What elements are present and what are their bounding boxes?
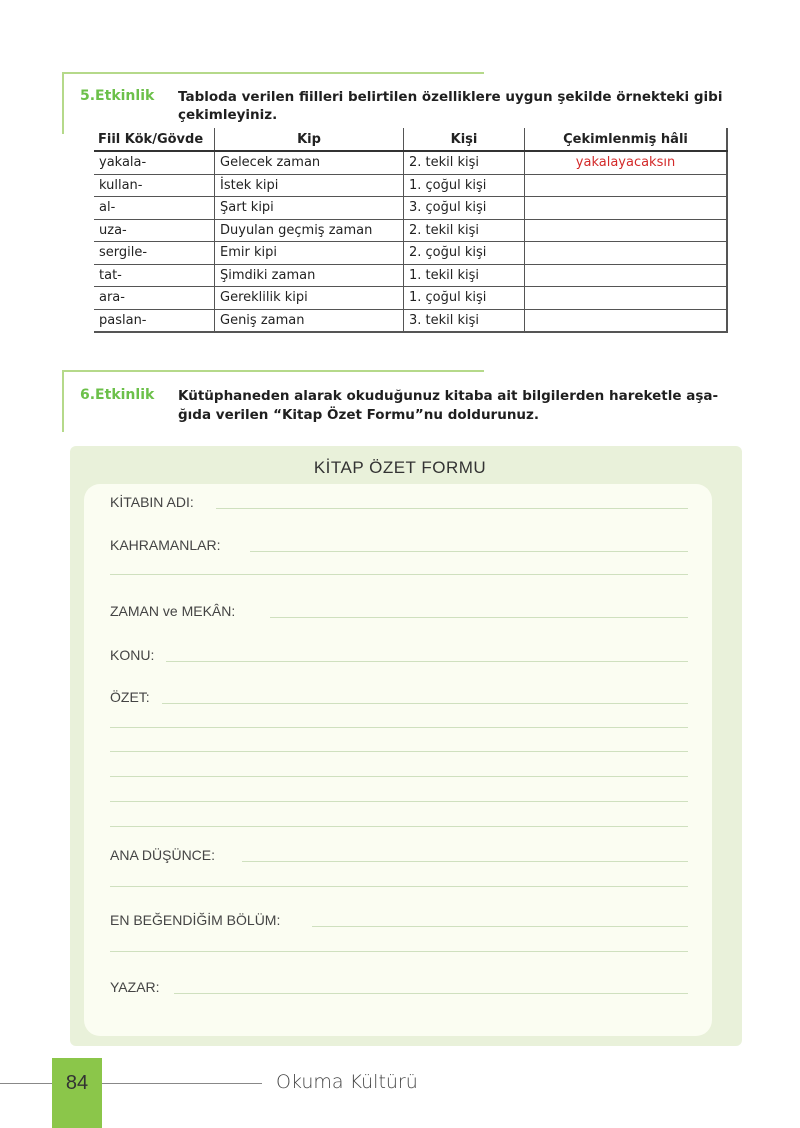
cell-root: paslan- [94,309,215,332]
activity5-instruction: Tabloda verilen fiilleri belirtilen özelliklere uygun şekilde örnekteki gibi çekimleyiniz. [178,89,723,123]
main-idea-label: ANA DÜŞÜNCE: [110,847,216,863]
favorite-part-line-2[interactable] [110,951,688,952]
header-mood: Kip [215,128,404,151]
cell-conjugated-answer[interactable] [525,264,728,287]
header-person: Kişi [404,128,525,151]
cell-root: ara- [94,287,215,310]
summary-line-1[interactable] [162,703,688,704]
table-row [94,309,727,332]
header-conjugated: Çekimlenmiş hâli [525,128,728,151]
cell-mood: Geniş zaman [215,309,404,332]
time-place-line[interactable] [270,617,688,618]
cell-person: 2. çoğul kişi [404,242,525,265]
cell-mood: Şart kipi [215,197,404,220]
table-row [94,287,727,310]
table-row [94,242,727,265]
cell-mood: Şimdiki zaman [215,264,404,287]
cell-conjugated-answer[interactable] [525,197,728,220]
cell-root: yakala- [94,151,215,174]
characters-line-2[interactable] [110,574,688,575]
table-row [94,174,727,197]
cell-mood: Gereklilik kipi [215,287,404,310]
form-panel [84,484,712,1036]
activity6-label: 6.Etkinlik [80,387,155,403]
table-row [94,197,727,220]
book-name-line[interactable] [216,508,688,509]
summary-line-6[interactable] [110,826,688,827]
summary-label: ÖZET: [110,689,150,705]
header-root: Fiil Kök/Gövde [94,128,215,151]
cell-conjugated-answer[interactable] [525,242,728,265]
cell-conjugated-answer[interactable] [525,309,728,332]
table-row [94,264,727,287]
table-header-row [94,128,727,151]
footer-line-left [0,1083,52,1084]
time-place-label: ZAMAN ve MEKÂN: [110,603,236,619]
cell-person: 1. tekil kişi [404,264,525,287]
cell-root: tat- [94,264,215,287]
table-row [94,151,727,174]
page-number: 84 [65,1072,89,1094]
form-title: KİTAP ÖZET FORMU [313,458,487,477]
cell-mood: İstek kipi [215,174,404,197]
summary-line-4[interactable] [110,776,688,777]
characters-label: KAHRAMANLAR: [110,537,221,553]
cell-conjugated-example: yakalayacaksın [525,151,728,174]
favorite-part-line[interactable] [312,926,688,927]
topic-line[interactable] [166,661,688,662]
main-idea-line[interactable] [242,861,688,862]
cell-mood: Emir kipi [215,242,404,265]
characters-line[interactable] [250,551,688,552]
cell-root: sergile- [94,242,215,265]
summary-line-5[interactable] [110,801,688,802]
verb-table [94,128,728,333]
cell-person: 2. tekil kişi [404,151,525,174]
table-row [94,219,727,242]
cell-conjugated-answer[interactable] [525,174,728,197]
topic-label: KONU: [110,647,155,663]
cell-person: 3. çoğul kişi [404,197,525,220]
cell-person: 3. tekil kişi [404,309,525,332]
author-line[interactable] [174,993,688,994]
favorite-part-label: EN BEĞENDİĞİM BÖLÜM: [110,912,281,928]
author-label: YAZAR: [110,979,160,995]
summary-line-2[interactable] [110,727,688,728]
cell-root: uza- [94,219,215,242]
footer-line-right [102,1083,262,1084]
cell-person: 1. çoğul kişi [404,287,525,310]
activity6-instruction-line1: Kütüphaneden alarak okuduğunuz kitaba ait bilgilerden hareketle aşa- [178,388,719,404]
cell-person: 1. çoğul kişi [404,174,525,197]
activity6-instruction-line2: ğıda verilen “Kitap Özet Formu”nu doldurunuz. [178,407,540,423]
main-idea-line-2[interactable] [110,886,688,887]
book-name-label: KİTABIN ADI: [110,494,194,510]
cell-root: al- [94,197,215,220]
cell-conjugated-answer[interactable] [525,287,728,310]
cell-person: 2. tekil kişi [404,219,525,242]
activity5-label: 5.Etkinlik [80,88,155,104]
footer-book-title: Okuma Kültürü [276,1071,418,1093]
cell-mood: Duyulan geçmiş zaman [215,219,404,242]
summary-line-3[interactable] [110,751,688,752]
cell-conjugated-answer[interactable] [525,219,728,242]
cell-root: kullan- [94,174,215,197]
cell-mood: Gelecek zaman [215,151,404,174]
